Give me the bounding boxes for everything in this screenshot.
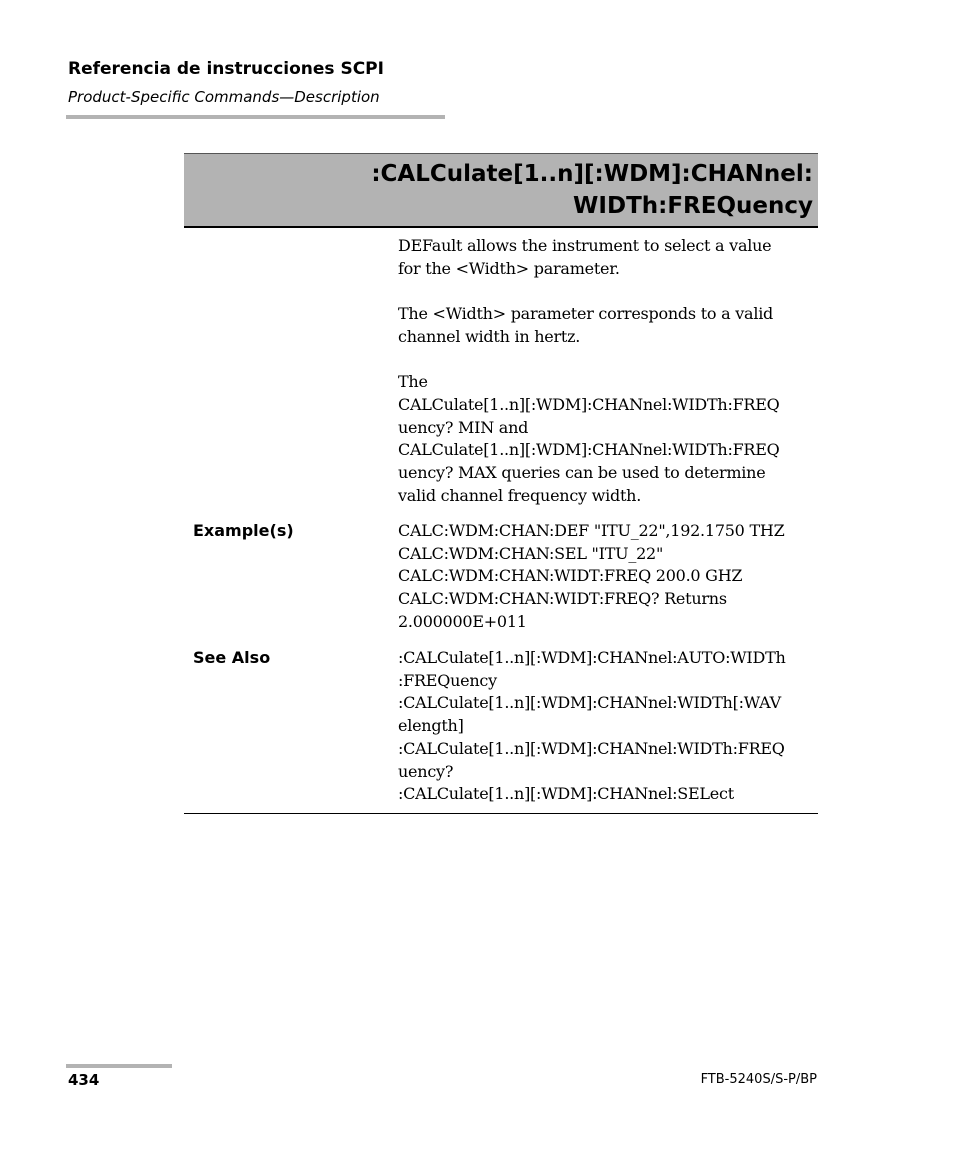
description-line: CALCulate[1..n][:WDM]:CHANnel:WIDTh:FREQ	[398, 440, 780, 460]
examples-text	[398, 520, 813, 634]
description-line: valid channel frequency width.	[398, 485, 642, 505]
see-also-line: :CALCulate[1..n][:WDM]:CHANnel:WIDTh:FREQ	[398, 738, 785, 758]
description-line	[398, 280, 813, 303]
table-bottom-rule	[184, 813, 818, 814]
product-name: FTB-5240S/S-P/BP	[700, 1072, 817, 1087]
description-line: uency? MIN and	[398, 417, 529, 437]
command-title-line: WIDTh:FREQuency	[573, 193, 813, 219]
see-also-text	[398, 647, 813, 806]
description-line: channel width in hertz.	[398, 326, 581, 346]
see-also-label: See Also	[193, 648, 271, 667]
description-line: The	[398, 372, 428, 392]
see-also-line: :CALCulate[1..n][:WDM]:CHANnel:WIDTh[:WAV	[398, 693, 781, 713]
see-also-line: :CALCulate[1..n][:WDM]:CHANnel:SELect	[398, 784, 734, 804]
example-line: CALC:WDM:CHAN:DEF "ITU_22",192.1750 THZ	[398, 521, 785, 540]
see-also-line: elength]	[398, 716, 464, 736]
example-line: CALC:WDM:CHAN:WIDT:FREQ? Returns	[398, 589, 727, 609]
running-header-title: Referencia de instrucciones SCPI	[68, 59, 384, 79]
page-number: 434	[68, 1071, 100, 1089]
see-also-line: uency?	[398, 761, 454, 781]
description-line	[398, 349, 813, 372]
example-line: CALC:WDM:CHAN:SEL "ITU_22"	[398, 543, 664, 563]
command-title-line: :CALCulate[1..n][:WDM]:CHANnel:	[371, 161, 813, 187]
see-also-line: :FREQuency	[398, 670, 497, 690]
example-line: 2.000000E+011	[398, 611, 527, 631]
description-text	[398, 235, 813, 507]
examples-label: Example(s)	[193, 521, 294, 540]
description-line: The <Width> parameter corresponds to a valid	[398, 304, 774, 324]
description-line: CALCulate[1..n][:WDM]:CHANnel:WIDTh:FREQ	[398, 394, 780, 414]
description-line: uency? MAX queries can be used to determine	[398, 463, 766, 483]
header-rule	[66, 115, 445, 119]
command-banner	[184, 153, 818, 228]
command-title	[371, 158, 813, 222]
running-header-subtitle: Product-Specific Commands—Description	[68, 88, 380, 106]
footer-rule	[66, 1064, 172, 1068]
example-line: CALC:WDM:CHAN:WIDT:FREQ 200.0 GHZ	[398, 566, 743, 586]
see-also-line: :CALCulate[1..n][:WDM]:CHANnel:AUTO:WIDTh	[398, 648, 786, 667]
description-line: DEFault allows the instrument to select a value	[398, 236, 772, 255]
description-line: for the <Width> parameter.	[398, 258, 620, 278]
